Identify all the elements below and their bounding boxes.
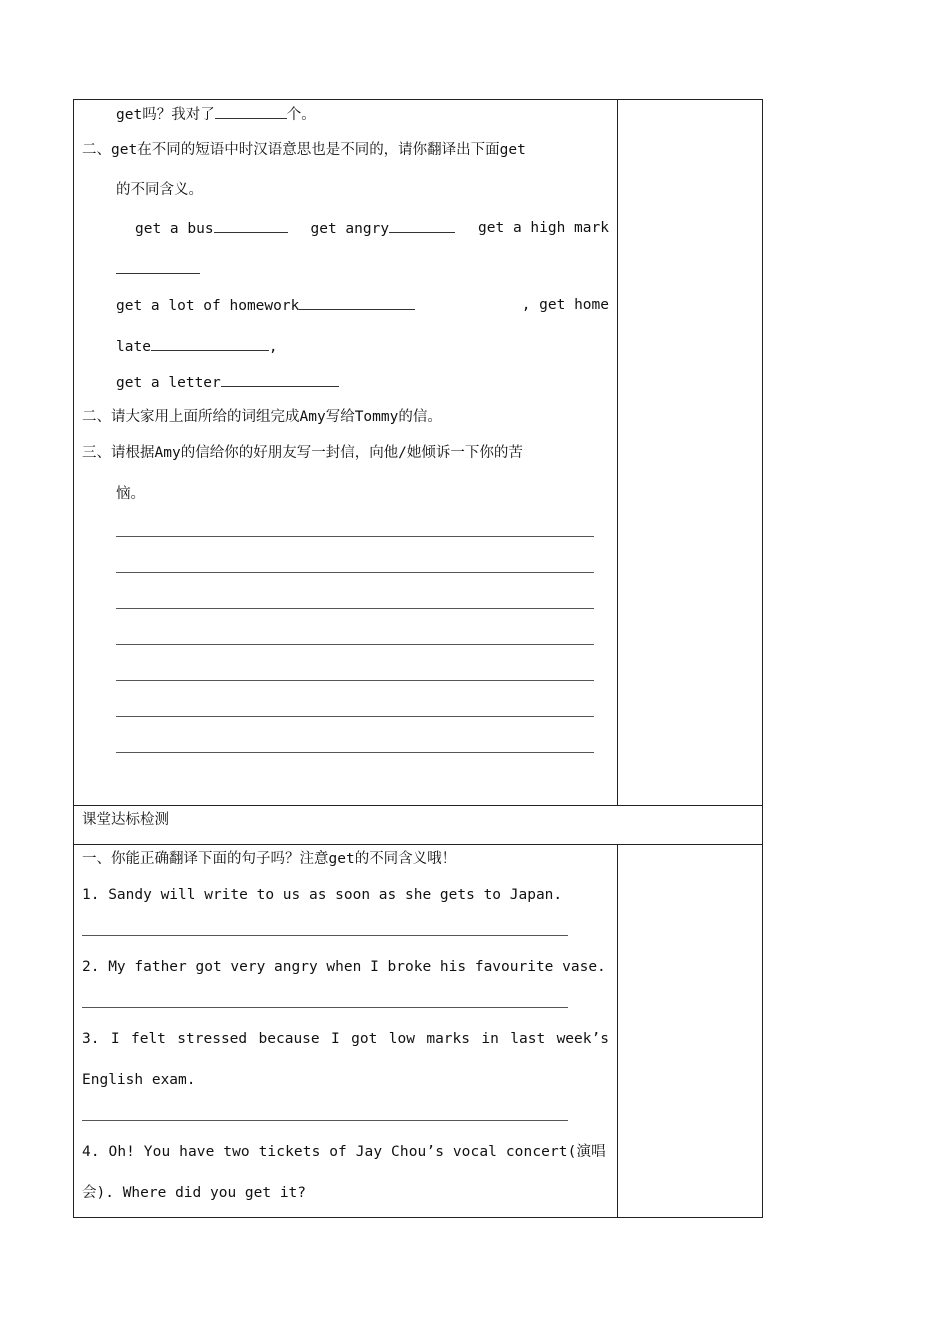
sentence-2: 2. My father got very angry when I broke his favourite vase. [82, 959, 606, 975]
answer-line[interactable] [82, 935, 568, 936]
column-divider-bottom [617, 844, 618, 1218]
writing-line[interactable] [116, 716, 594, 717]
answer-line[interactable] [82, 1120, 568, 1121]
answer-blank[interactable] [214, 219, 288, 233]
writing-line[interactable] [116, 752, 594, 753]
q3-instruction-line2: 恼。 [116, 486, 145, 502]
writing-line[interactable] [116, 644, 594, 645]
answer-blank[interactable] [221, 373, 339, 387]
section-title: 课堂达标检测 [82, 812, 169, 828]
sentence-3-line2: English exam. [82, 1072, 196, 1088]
row-divider-1 [73, 805, 763, 806]
column-divider-top [617, 99, 618, 806]
sentence-4-line2: 会). Where did you get it? [82, 1185, 307, 1201]
q2-instruction-line1: 二、get在不同的短语中时汉语意思也是不同的，请你翻译出下面get [82, 142, 526, 158]
phrase-row-2 [116, 296, 609, 315]
phrase: get a lot of homework [116, 298, 300, 314]
writing-line[interactable] [116, 572, 594, 573]
writing-line[interactable] [116, 680, 594, 681]
q2-instruction-line2: 的不同含义。 [116, 182, 203, 198]
phrase: get a high mark [478, 220, 609, 236]
writing-line[interactable] [116, 536, 594, 537]
late-line: late , [116, 339, 278, 355]
writing-line[interactable] [116, 608, 594, 609]
phrase: get a bus [135, 221, 214, 237]
q3-instruction-line1: 三、请根据Amy的信给你的好朋友写一封信，向他/她倾诉一下你的苦 [82, 445, 523, 461]
get-letter-line: get a letter [116, 373, 339, 392]
phrase: , get home [521, 297, 609, 313]
sentence-1: 1. Sandy will write to us as soon as she gets to Japan. [82, 887, 563, 903]
answer-blank[interactable] [116, 260, 200, 274]
exercise-intro: 一、你能正确翻译下面的句子吗？注意get的不同含义哦！ [82, 851, 457, 867]
answer-blank[interactable] [151, 337, 269, 351]
row-divider-2 [73, 844, 763, 845]
answer-blank[interactable] [215, 105, 287, 119]
get-score-line: get吗？我对了 个。 [116, 107, 316, 123]
phrase-row-1 [135, 219, 609, 238]
answer-blank[interactable] [299, 296, 415, 310]
q2b-instruction: 二、请大家用上面所给的词组完成Amy写给Tommy的信。 [82, 409, 442, 425]
phrase: get angry [310, 221, 390, 237]
sentence-4-line1: 4. Oh! You have two tickets of Jay Chou’s vocal concert(演唱 [82, 1144, 606, 1160]
answer-blank[interactable] [389, 219, 455, 233]
sentence-3-line1: 3. I felt stressed because I got low marks in last week’s [82, 1031, 609, 1047]
answer-line[interactable] [82, 1007, 568, 1008]
